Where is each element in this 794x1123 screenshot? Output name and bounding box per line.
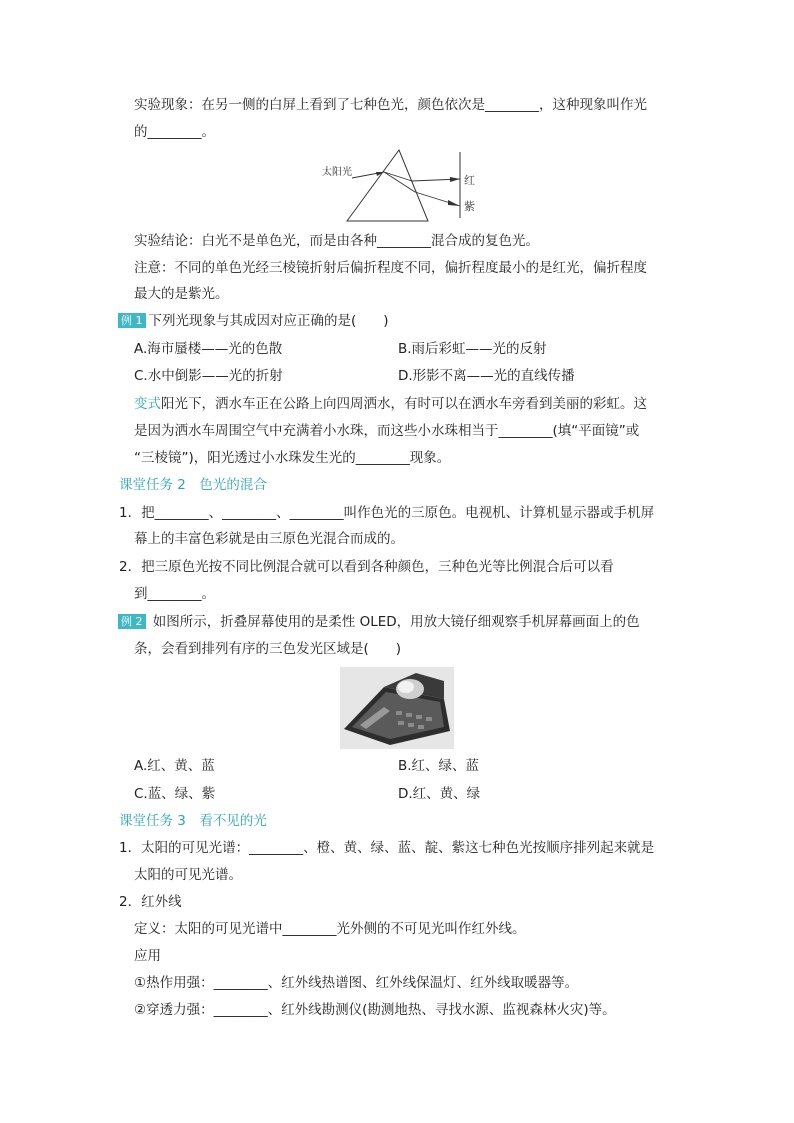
infrared-application-2: ②穿透力强：________、红外线勘测仪(勘测地热、寻找水源、监视森林火灾)等。: [134, 1002, 616, 1018]
task2-heading: 课堂任务 2 色光的混合: [119, 477, 267, 493]
example1-option-c: C.水中倒影——光的折射: [134, 368, 283, 384]
infrared-application-1: ①热作用强：________、红外线热谱图、红外线保温灯、红外线取暖器等。: [134, 975, 579, 991]
task2-item2-line1: 2．把三原色光按不同比例混合就可以看到各种颜色，三种色光等比例混合后可以看: [119, 559, 614, 575]
example1-text: 下列光现象与其成因对应正确的是( ): [148, 313, 389, 329]
variant-label: 变式: [134, 396, 161, 412]
task2-item1-line2: 幕上的丰富色彩就是由三原色光混合而成的。: [134, 531, 404, 547]
variant-line1: [134, 395, 647, 413]
infrared-definition: 定义：太阳的可见光谱中________光外侧的不可见光叫作红外线。: [134, 921, 526, 937]
example2-line2: 条，会看到排列有序的三色发光区域是( ): [134, 641, 402, 657]
task3-heading: 课堂任务 3 看不见的光: [119, 813, 267, 829]
example1-tag: 例 1: [118, 313, 146, 328]
task3-item2: 2．红外线: [119, 894, 182, 910]
experiment-conclusion: 实验结论：白光不是单色光，而是由各种________混合成的复色光。: [134, 233, 539, 249]
sunlight-label: 太阳光: [322, 167, 352, 178]
experiment-phenomenon-line1: 实验现象：在另一侧的白屏上看到了七种色光，颜色依次是________，这种现象叫作光: [134, 97, 647, 113]
note-line2: 最大的是紫光。: [134, 286, 229, 302]
example2-option-c: C.蓝、绿、紫: [134, 786, 216, 802]
red-label: 红: [464, 174, 475, 187]
infrared-application-label: 应用: [134, 948, 161, 964]
foldable-phone-photo: [340, 667, 454, 749]
example2-option-d: D.红、黄、绿: [398, 786, 481, 802]
note-line1: 注意：不同的单色光经三棱镜折射后偏折程度不同，偏折程度最小的是红光，偏折程度: [134, 260, 647, 276]
task2-item2-line2: 到________。: [134, 586, 215, 602]
variant-line2: 是因为洒水车周围空气中充满着小水珠，而这些小水珠相当于________(填“平面镜”或: [134, 423, 640, 439]
example1-option-a: A.海市蜃楼——光的色散: [134, 341, 283, 357]
variant-line3: “三棱镜”)，阳光透过小水珠发生光的________现象。: [134, 450, 451, 466]
task3-item1-line2: 太阳的可见光谱。: [134, 867, 242, 883]
example2-option-b: B.红、绿、蓝: [398, 758, 480, 774]
prism-dispersion-figure: [318, 148, 488, 226]
example2-tag: 例 2: [118, 614, 146, 629]
violet-label: 紫: [464, 200, 475, 213]
example2-line1: [118, 613, 640, 631]
example1-option-d: D.形影不离——光的直线传播: [398, 368, 575, 384]
variant-text1: 阳光下，洒水车正在公路上向四周洒水，有时可以在洒水车旁看到美丽的彩虹。这: [161, 396, 647, 412]
example2-text1: 如图所示，折叠屏幕使用的是柔性 OLED，用放大镜仔细观察手机屏幕画面上的色: [152, 614, 640, 630]
experiment-phenomenon-line2: 的________。: [134, 124, 215, 140]
example1-question: [118, 312, 389, 330]
task3-item1-line1: 1．太阳的可见光谱：________、橙、黄、绿、蓝、靛、紫这七种色光按顺序排列起来就是: [119, 840, 655, 856]
example2-option-a: A.红、黄、蓝: [134, 758, 215, 774]
task2-item1-line1: 1．把________、________、________叫作色光的三原色。电视机、计算机显示器或手机屏: [119, 505, 655, 521]
example1-option-b: B.雨后彩虹——光的反射: [398, 341, 547, 357]
